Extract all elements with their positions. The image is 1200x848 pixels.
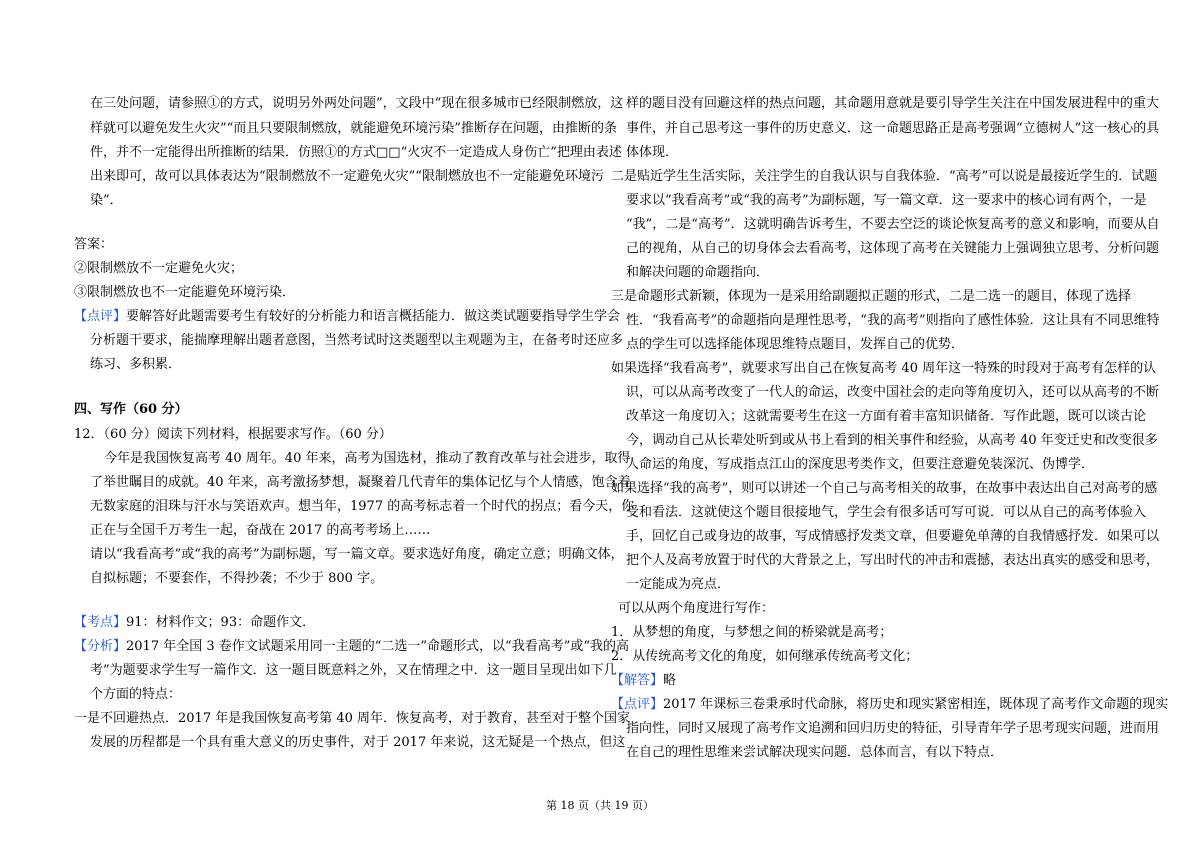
fenxi-line: 考”为题要求学生写一篇作文．这一题目既意料之外，又在情理之中．这一题目呈现出如下几	[90, 663, 617, 678]
material-line: 今年是我国恢复高考 40 周年。40 年来，高考为国选材，推动了教育改革与社会进步，取得	[104, 451, 631, 466]
dianping-paragraph	[611, 697, 1168, 713]
option-1-line: 改革这一角度切入；这就需要考生在这一方面有着丰富知识储备．写作此题，既可以谈古论	[626, 409, 1147, 424]
answer-label: 答案：	[74, 237, 114, 252]
answer-line: ③限制燃放也不一定能避免环境污染．	[74, 285, 296, 300]
point-1-line: 发展的历程都是一个具有重大意义的历史事件，对于 2017 年来说，这无疑是一个热点，但这	[90, 735, 626, 750]
angle-item: 2．从传统高考文化的角度，如何继承传统高考文化；	[611, 649, 919, 664]
requirement-line: 请以“我看高考”或“我的高考”为副标题，写一篇文章。要求选好角度，确定立意；明确文体，	[90, 547, 624, 562]
q-continuation-line: 在三处问题，请参照①的方式，说明另外两处问题”，文段中“现在很多城市已经限制燃放，这	[90, 96, 624, 111]
point-1-continuation: 样的题目没有回避这样的热点问题，其命题用意就是要引导学生关注在中国发展进程中的重大	[626, 96, 1160, 111]
option-2-line: 手，回忆自己或身边的故事，写成情感抒发类文章，但要避免单薄的自我情感抒发．如果可以	[626, 529, 1160, 544]
material-line: 正在与全国千万考生一起，奋战在 2017 的高考考场上……	[90, 523, 431, 538]
option-2-line: 一定能成为亮点．	[626, 577, 731, 592]
material-line: 了举世瞩目的成就。40 年来，高考激扬梦想，凝聚着几代青年的集体记忆与个人情感，饱含着	[90, 475, 631, 490]
fenxi-line: 2017 年全国 3 卷作文试题采用同一主题的“二选一”命题形式，以“我看高考”或“我的高	[126, 639, 629, 654]
option-2-line: 受和看法．这就使这个题目很接地气，学生会有很多话可写可说．可以从自己的高考体验入	[626, 505, 1147, 520]
point-2-line: 己的视角，从自己的切身体会去看高考，这体现了高考在关键能力上强调独立思考、分析问题	[626, 241, 1160, 256]
page-footer: 第 18 页（共 19 页）	[546, 799, 654, 812]
dianping-line: 2017 年课标三卷秉承时代命脉，将历史和现实紧密相连，既体现了高考作文命题的现实	[663, 697, 1169, 712]
option-2-line: 把个人及高考放置于时代的大背景之上，写出时代的冲击和震撼，表达出真实的感受和思考，	[626, 553, 1160, 568]
kaodian-text: 91：材料作文；93：命题作文．	[126, 615, 316, 630]
angle-item: 1．从梦想的角度，与梦想之间的桥梁就是高考；	[611, 625, 893, 640]
fenxi-paragraph	[74, 639, 629, 655]
jieda-tag: 【解答】	[611, 673, 664, 688]
fenxi-line: 个方面的特点：	[90, 687, 182, 702]
q-continuation-line: 件，并不一定能得出所推断的结果．仿照①的方式□□“火灾不一定造成人身伤亡”把理由表述	[90, 145, 622, 160]
q-continuation-line: 出来即可，故可以具体表达为“限制燃放不一定避免火灾”“限制燃放也不一定能避免环境污	[90, 169, 604, 184]
point-3-line: 三是命题形式新颖，体现为一是采用给副题拟正题的形式，二是二选一的题目，体现了选择	[611, 289, 1132, 304]
point-2-line: 二是贴近学生生活实际，关注学生的自我认识与自我体验．“高考”可以说是最接近学生的．试题	[611, 169, 1158, 184]
dianping-line: 在自己的理性思维来尝试解决现实问题．总体而言，有以下特点．	[626, 745, 1004, 760]
requirement-line: 自拟标题；不要套作，不得抄袭；不少于 800 字。	[90, 571, 384, 586]
option-1-line: 人命运的角度，写成指点江山的深度思考类作文，但要注意避免装深沉、伪博学．	[626, 457, 1095, 472]
answer-line: ②限制燃放不一定避免火灾；	[74, 261, 244, 276]
kaodian-paragraph	[74, 615, 315, 631]
option-2-line: 如果选择“我的高考”，则可以讲述一个自己与高考相关的故事，在故事中表达出自己对高考的感	[611, 481, 1158, 496]
review-paragraph	[74, 309, 620, 325]
point-1-continuation: 体体现．	[626, 145, 679, 160]
option-1-line: 如果选择“我看高考”，就要求写出自己在恢复高考 40 周年这一特殊的时段对于高考有怎样的认	[611, 361, 1157, 376]
point-2-line: 要求以“我看高考”或“我的高考”为副标题，写一篇文章．这一要求中的核心词有两个，一是	[626, 193, 1147, 208]
dianping-line: 指向性，同时又展现了高考作文追溯和回归历史的特征，引导青年学子思考现实问题，进而用	[626, 721, 1160, 736]
review-tag: 【点评】	[74, 309, 127, 324]
q-continuation-line: 染”．	[90, 193, 123, 208]
kaodian-tag: 【考点】	[74, 615, 127, 630]
review-line: 分析题干要求，能揣摩理解出题者意图，当然考试时这类题型以主观题为主，在备考时还应多	[90, 333, 624, 348]
angles-intro: 可以从两个角度进行写作：	[618, 601, 775, 616]
point-3-line: 点的学生可以选择能体现思维特点题目，发挥自己的优势．	[626, 337, 965, 352]
review-line: 练习、多积累．	[90, 357, 182, 372]
jieda-text: 略	[663, 673, 677, 688]
material-line: 无数家庭的泪珠与汗水与笑语欢声。想当年，1977 的高考标志着一个时代的拐点；看今天，你	[90, 499, 635, 514]
fenxi-tag: 【分析】	[74, 639, 127, 654]
point-3-line: 性．“我看高考”的命题指向是理性思考，“我的高考”则指向了感性体验．这让具有不同思维特	[626, 313, 1160, 328]
question-12-heading: 12．（60 分）阅读下列材料，根据要求写作。（60 分）	[74, 427, 392, 442]
point-2-line: 和解决问题的命题指向．	[626, 265, 770, 280]
option-1-line: 今，调动自己从长辈处听到或从书上看到的相关事件和经验，从高考 40 年变迁史和改变很多	[626, 433, 1158, 448]
dianping-tag: 【点评】	[611, 697, 664, 712]
point-1-continuation: 事件，并自己思考这一事件的历史意义．这一命题思路正是高考强调“立德树人”这一核心的具	[626, 121, 1160, 136]
point-2-line: “我”，二是“高考”．这就明确告诉考生，不要去空泛的谈论恢复高考的意义和影响，而要从自	[626, 217, 1160, 232]
point-1-line: 一是不回避热点．2017 年是我国恢复高考第 40 周年．恢复高考，对于教育，甚至对于整个国家	[74, 711, 631, 726]
jieda-paragraph	[611, 673, 676, 689]
review-line: 要解答好此题需要考生有较好的分析能力和语言概括能力．做这类试题要指导学生学会	[126, 309, 621, 324]
option-1-line: 识，可以从高考改变了一代人的命运，改变中国社会的走向等角度切入，还可以从高考的不断	[626, 385, 1160, 400]
section-title: 四、写作（60 分）	[74, 402, 188, 417]
q-continuation-line: 样就可以避免发生火灾”“而且只要限制燃放，就能避免环境污染”推断存在问题，由推断的条	[90, 121, 617, 136]
